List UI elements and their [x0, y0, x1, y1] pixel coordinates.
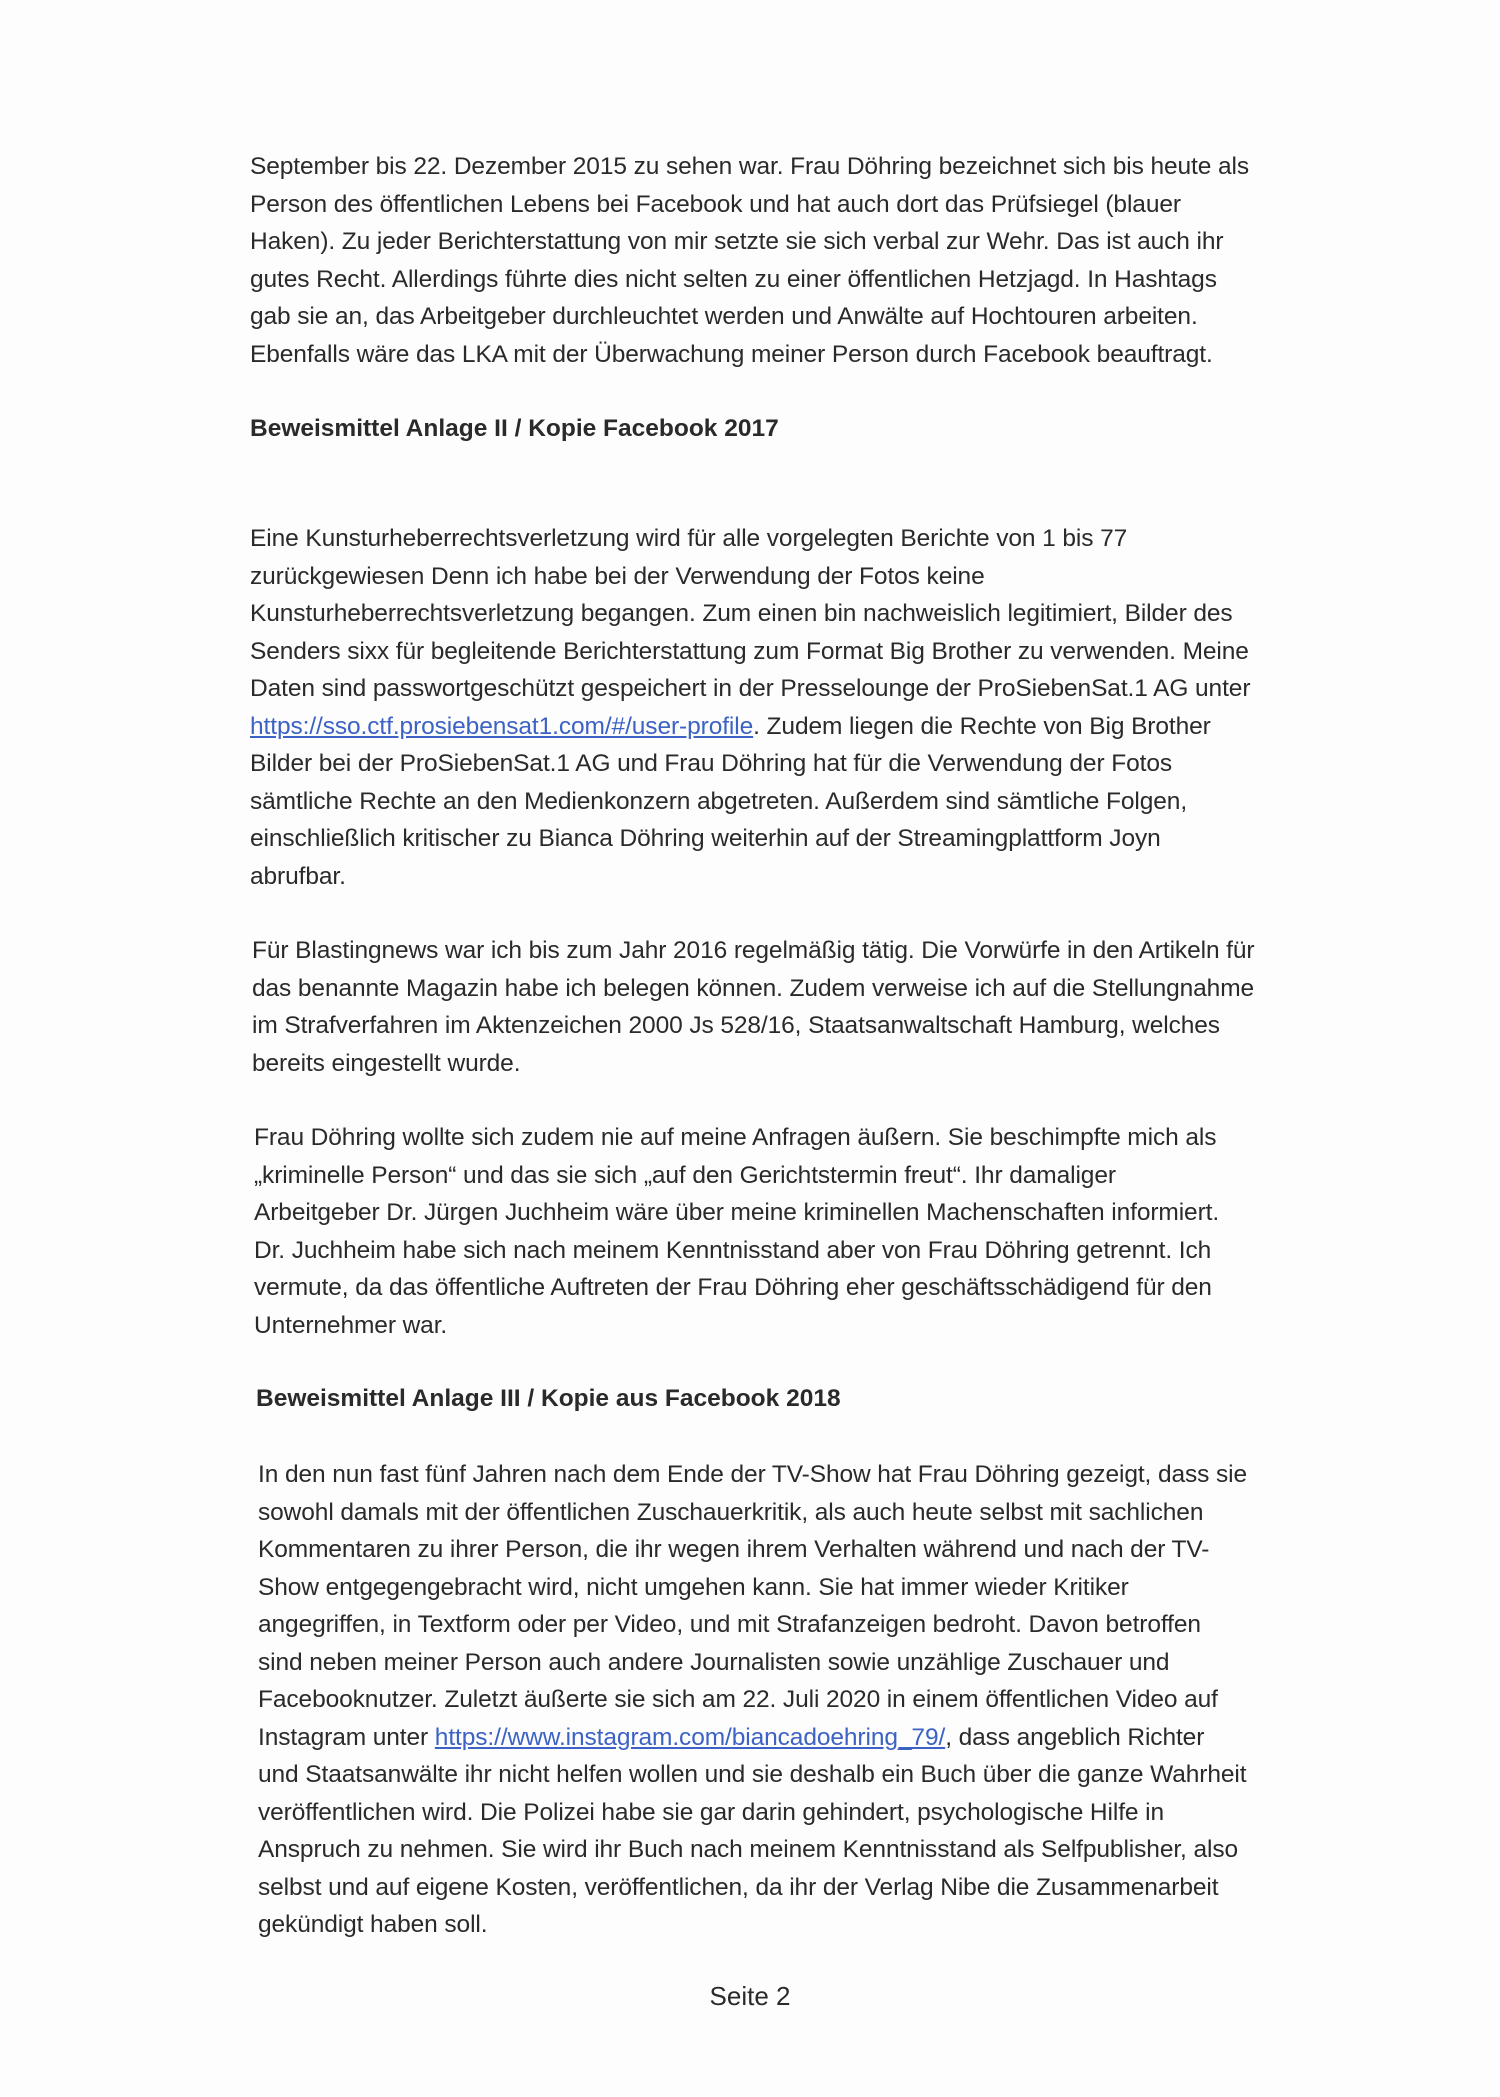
page-number: Seite 2 — [709, 1981, 791, 2011]
paragraph-line: Show entgegengebracht wird, nicht umgehen kann. Sie hat immer wieder Kritiker — [258, 1573, 1129, 1601]
paragraph-line: und Staatsanwälte ihr nicht helfen wollen und sie deshalb ein Buch über die ganze Wahrheit — [258, 1761, 1247, 1788]
paragraph-line: abrufbar. — [250, 862, 346, 890]
section-heading-anlage-ii: Beweismittel Anlage II / Kopie Facebook 2017 — [250, 415, 779, 442]
paragraph-line: „kriminelle Person“ und das sie sich „auf den Gerichtstermin freut“. Ihr damaliger — [254, 1161, 1116, 1189]
paragraph-line: vermute, da das öffentliche Auftreten der Frau Döhring eher geschäftsschädigend für den — [254, 1274, 1212, 1301]
paragraph-line: zurückgewiesen Denn ich habe bei der Verwendung der Fotos keine — [250, 562, 985, 590]
instagram-profile-link[interactable]: https://www.instagram.com/biancadoehring_79/ — [434, 1723, 946, 1751]
paragraph-line: sämtliche Rechte an den Medienkonzern abgetreten. Außerdem sind sämtliche Folgen, — [250, 787, 1188, 815]
paragraph-line: Für Blastingnews war ich bis zum Jahr 2016 regelmäßig tätig. Die Vorwürfe in den Artikeln für — [252, 937, 1255, 964]
paragraph-line: Senders sixx für begleitende Berichterstattung zum Format Big Brother zu verwenden. Meine — [250, 637, 1249, 665]
paragraph-line: sowohl damals mit der öffentlichen Zuschauerkritik, als auch heute selbst mit sachlichen — [258, 1498, 1204, 1526]
paragraph-line: Unternehmer war. — [254, 1311, 448, 1339]
paragraph-line: selbst und auf eigene Kosten, veröffentlichen, da ihr der Verlag Nibe die Zusammenarbeit — [258, 1873, 1219, 1901]
paragraph-line: veröffentlichen wird. Die Polizei habe sie gar darin gehindert, psychologische Hilfe in — [258, 1798, 1165, 1826]
paragraph-line: bereits eingestellt wurde. — [252, 1049, 521, 1077]
paragraph-blastingnews — [252, 932, 1352, 1082]
paragraph-line: Daten sind passwortgeschützt gespeichert in der Presselounge der ProSiebenSat.1 AG unter — [250, 675, 1251, 702]
paragraph-line: einschließlich kritischer zu Bianca Döhring weiterhin auf der Streamingplattform Joyn — [250, 825, 1161, 852]
paragraph-line: Kommentaren zu ihrer Person, die ihr wegen ihrem Verhalten während und nach der TV- — [258, 1536, 1210, 1563]
prosiebensat1-profile-link[interactable]: https://sso.ctf.prosiebensat1.com/#/user-profile — [250, 712, 754, 740]
paragraph-line: Arbeitgeber Dr. Jürgen Juchheim wäre über meine kriminellen Machenschaften informiert. — [254, 1199, 1220, 1226]
link-suffix-text: , dass angeblich Richter — [945, 1723, 1205, 1751]
paragraph-line: Haken). Zu jeder Berichterstattung von mir setzte sie sich verbal zur Wehr. Das ist auch ihr — [250, 228, 1224, 255]
paragraph-line: angegriffen, in Textform oder per Video, und mit Strafanzeigen bedroht. Davon betroffen — [258, 1611, 1201, 1638]
paragraph-copyright — [250, 520, 1350, 895]
paragraph-inquiries — [254, 1119, 1354, 1344]
paragraph-line-with-link — [250, 708, 1350, 746]
paragraph-line-with-link — [258, 1719, 1358, 1757]
paragraph-line: sind neben meiner Person auch andere Journalisten sowie unzählige Zuschauer und — [258, 1648, 1170, 1676]
paragraph-line: Frau Döhring wollte sich zudem nie auf meine Anfragen äußern. Sie beschimpfte mich als — [254, 1124, 1217, 1151]
paragraph-line: Kunsturheberrechtsverletzung begangen. Zum einen bin nachweislich legitimiert, Bilder des — [250, 600, 1233, 627]
paragraph-line: Bilder bei der ProSiebenSat.1 AG und Frau Döhring hat für die Verwendung der Fotos — [250, 750, 1172, 777]
paragraph-line: Dr. Juchheim habe sich nach meinem Kenntnisstand aber von Frau Döhring getrennt. Ich — [254, 1236, 1212, 1264]
paragraph-line: In den nun fast fünf Jahren nach dem Ende der TV-Show hat Frau Döhring gezeigt, dass sie — [258, 1461, 1248, 1488]
section-heading-anlage-iii: Beweismittel Anlage III / Kopie aus Facebook 2018 — [256, 1385, 841, 1412]
paragraph-line: gab sie an, das Arbeitgeber durchleuchtet werden und Anwälte auf Hochtouren arbeiten. — [250, 303, 1198, 330]
paragraph-line: im Strafverfahren im Aktenzeichen 2000 Js 528/16, Staatsanwaltschaft Hamburg, welches — [252, 1012, 1220, 1039]
paragraph-line: Person des öffentlichen Lebens bei Facebook und hat auch dort das Prüfsiegel (blauer — [250, 190, 1181, 218]
paragraph-line: gutes Recht. Allerdings führte dies nicht selten zu einer öffentlichen Hetzjagd. In Hashtags — [250, 265, 1217, 293]
link-prefix-text: Instagram unter — [258, 1723, 435, 1751]
paragraph-tv-show — [258, 1456, 1358, 1944]
paragraph-line: gekündigt haben soll. — [258, 1911, 488, 1938]
paragraph-line: Anspruch zu nehmen. Sie wird ihr Buch nach meinem Kenntnisstand als Selfpublisher, also — [258, 1836, 1239, 1863]
paragraph-intro — [250, 148, 1350, 373]
paragraph-line: September bis 22. Dezember 2015 zu sehen war. Frau Döhring bezeichnet sich bis heute als — [250, 153, 1249, 180]
paragraph-line: Ebenfalls wäre das LKA mit der Überwachung meiner Person durch Facebook beauftragt. — [250, 340, 1213, 368]
paragraph-line: Facebooknutzer. Zuletzt äußerte sie sich am 22. Juli 2020 in einem öffentlichen Video auf — [258, 1686, 1218, 1713]
paragraph-line: das benannte Magazin habe ich belegen können. Zudem verweise ich auf die Stellungnahme — [252, 974, 1255, 1002]
paragraph-line: Eine Kunsturheberrechtsverletzung wird für alle vorgelegten Berichte von 1 bis 77 — [250, 525, 1128, 552]
link-suffix-text: . Zudem liegen die Rechte von Big Brother — [753, 712, 1211, 740]
